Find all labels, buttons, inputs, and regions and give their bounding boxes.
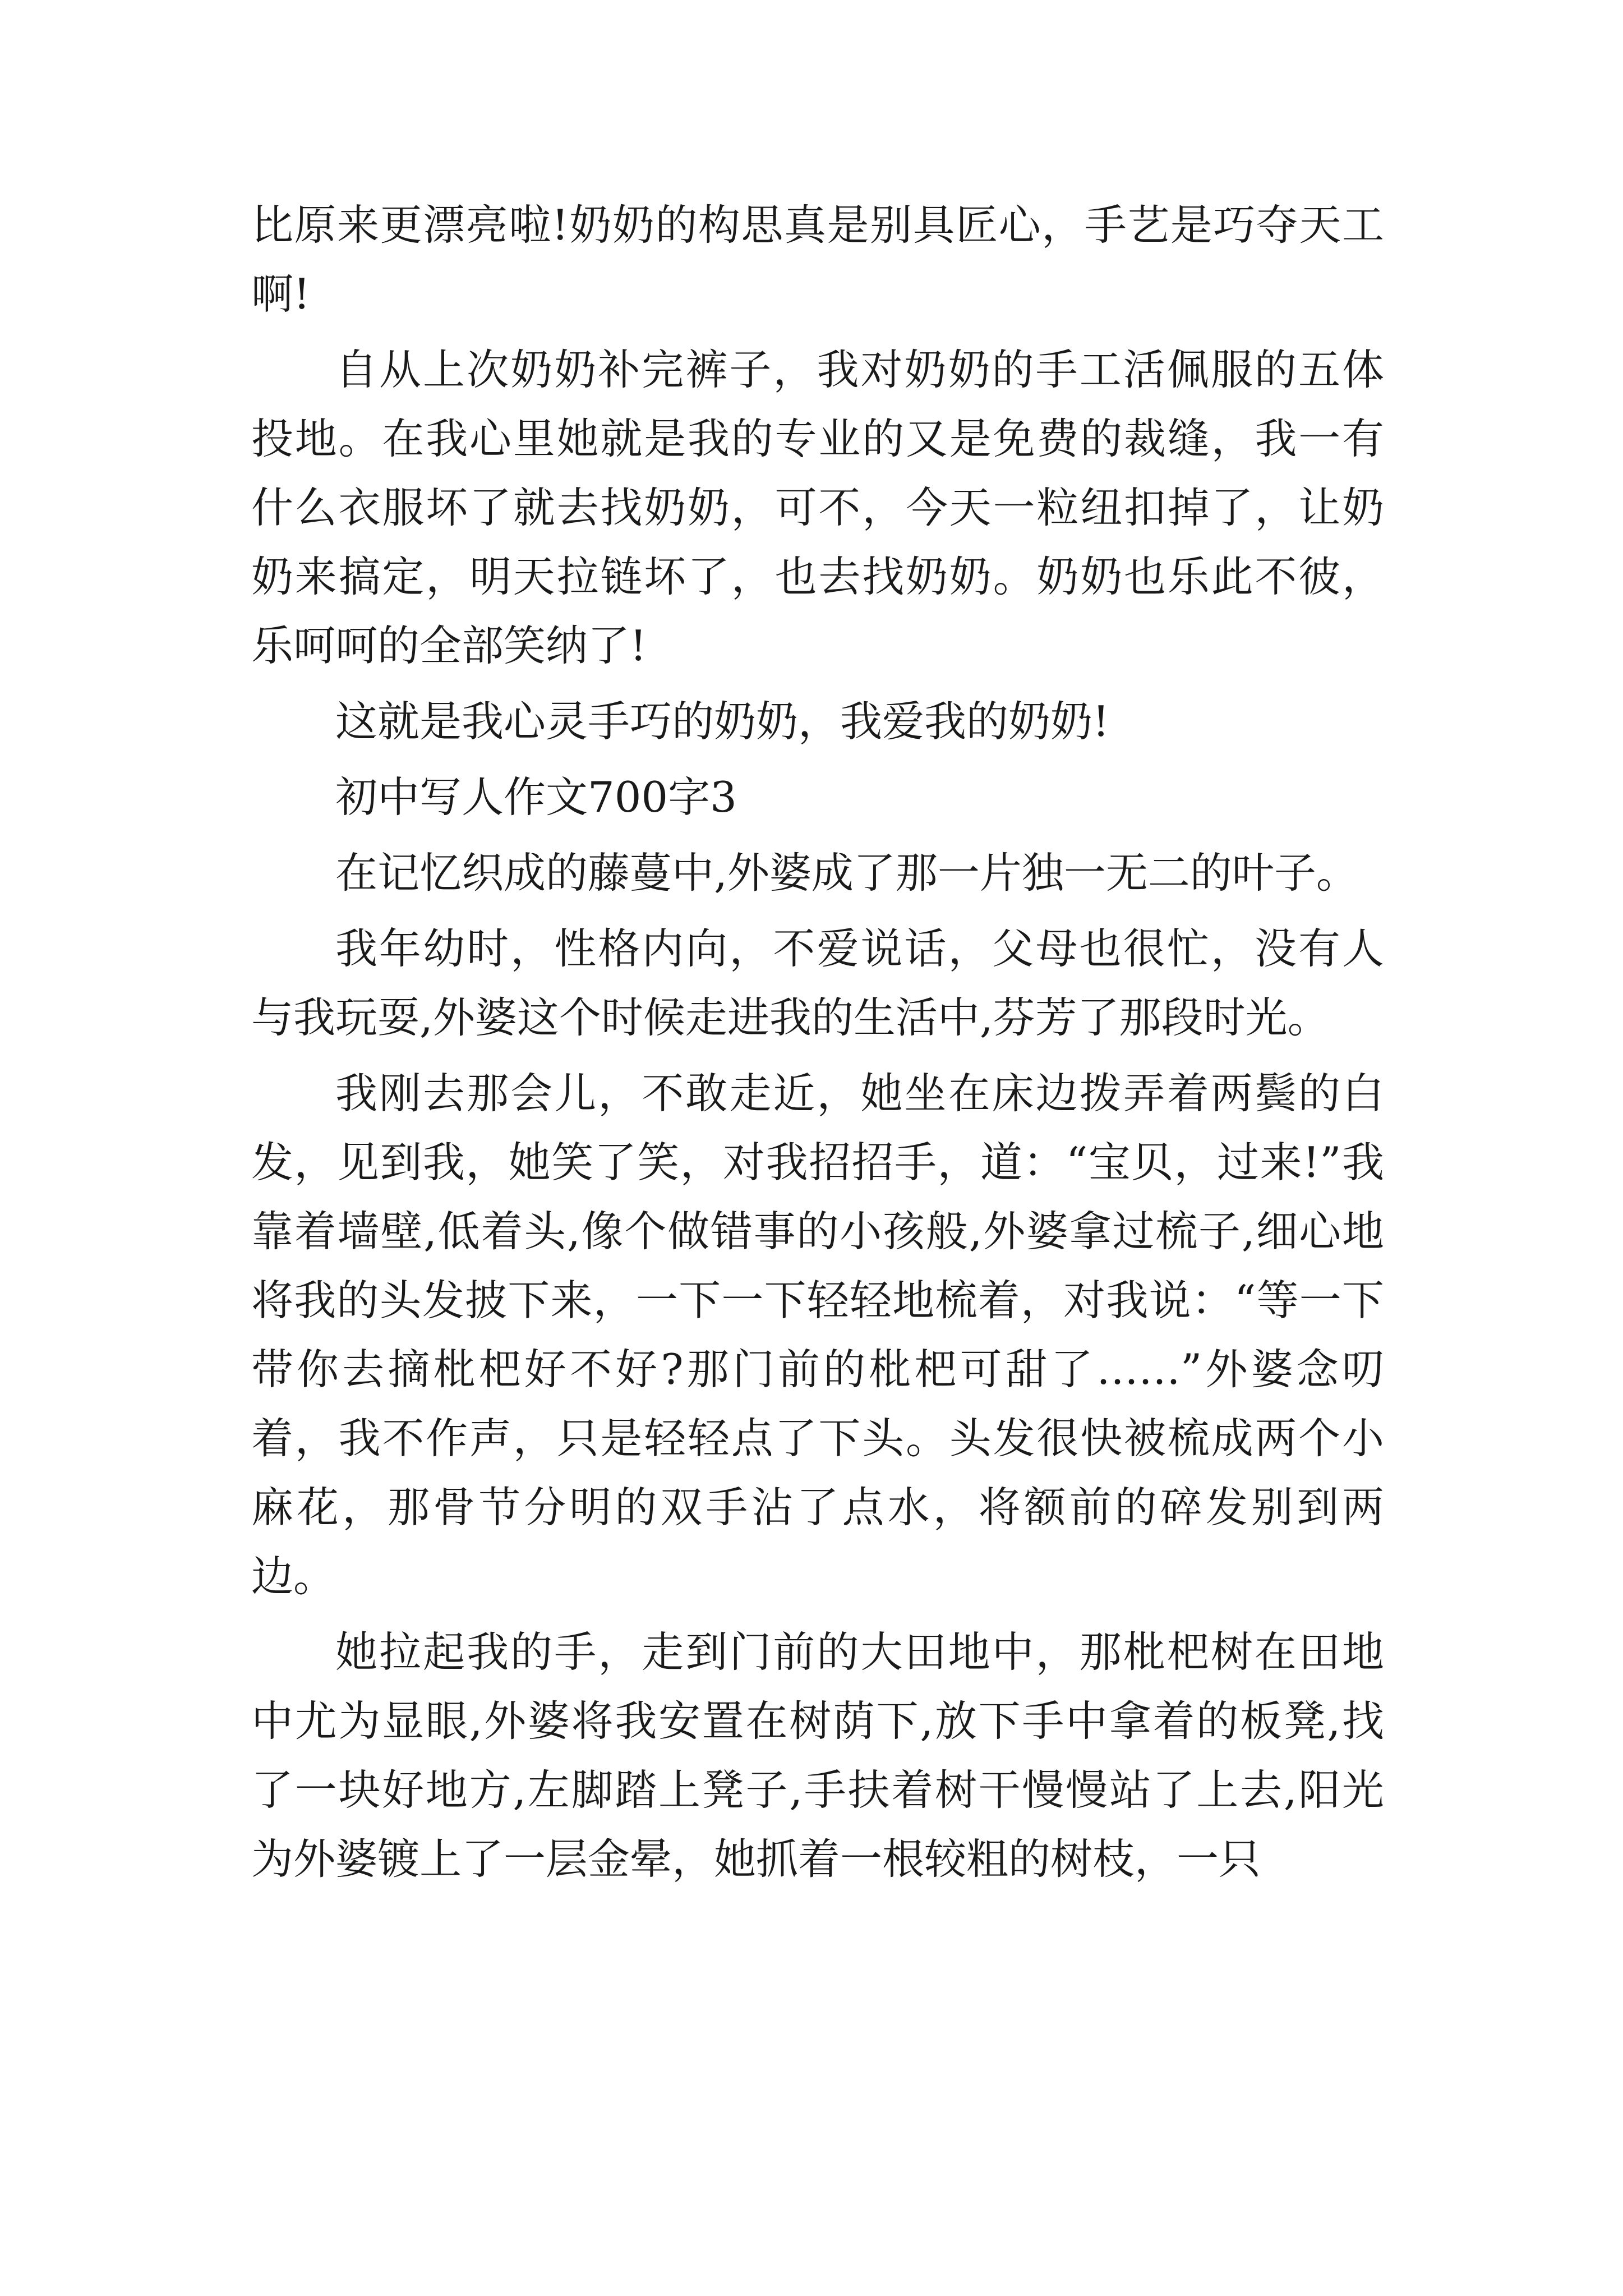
paragraph-1: 比原来更漂亮啦!奶奶的构思真是别具匠心，手艺是巧夺天工啊! (251, 200, 1384, 319)
paragraph-4: 在记忆织成的藤蔓中,外婆成了那一片独一无二的叶子。 (335, 848, 1358, 898)
paragraph-5: 我年幼时，性格内向，不爱说话，父母也很忙，没有人与我玩耍,外婆这个时候走进我的生活中,芬芳了那段时光。 (251, 924, 1384, 1042)
paragraph-3: 这就是我心灵手巧的奶奶，我爱我的奶奶! (335, 697, 1110, 746)
essay-body (251, 191, 1384, 1894)
paragraph-7: 她拉起我的手，走到门前的大田地中，那枇杷树在田地中尤为显眼,外婆将我安置在树荫下,放下手中拿着的板凳,找了一块好地方,左脚踏上凳子,手扶着树干慢慢站了上去,阳光为外婆镀上了一层金晕，她抓着一根较粗的树枝，一只 (251, 1627, 1384, 1884)
paragraph-6: 我刚去那会儿，不敢走近，她坐在床边拨弄着两鬓的白发，见到我，她笑了笑，对我招招手，道：“宝贝，过来!”我靠着墙壁,低着头,像个做错事的小孩般,外婆拿过梳子,细心地将我的头发披下来，一下一下轻轻地梳着，对我说：“等一下带你去摘枇杷好不好?那门前的枇杷可甜了……”外婆念叨着，我不作声，只是轻轻点了下头。头发很快被梳成两个小麻花，那骨节分明的双手沾了点水，将额前的碎发别到两边。 (251, 1069, 1384, 1601)
paragraph-2: 自从上次奶奶补完裤子，我对奶奶的手工活佩服的五体投地。在我心里她就是我的专业的又是免费的裁缝，我一有什么衣服坏了就去找奶奶，可不，今天一粒纽扣掉了，让奶奶来搞定，明天拉链坏了，也去找奶奶。奶奶也乐此不彼，乐呵呵的全部笑纳了! (251, 345, 1384, 670)
section-heading: 初中写人作文700字3 (335, 772, 737, 822)
